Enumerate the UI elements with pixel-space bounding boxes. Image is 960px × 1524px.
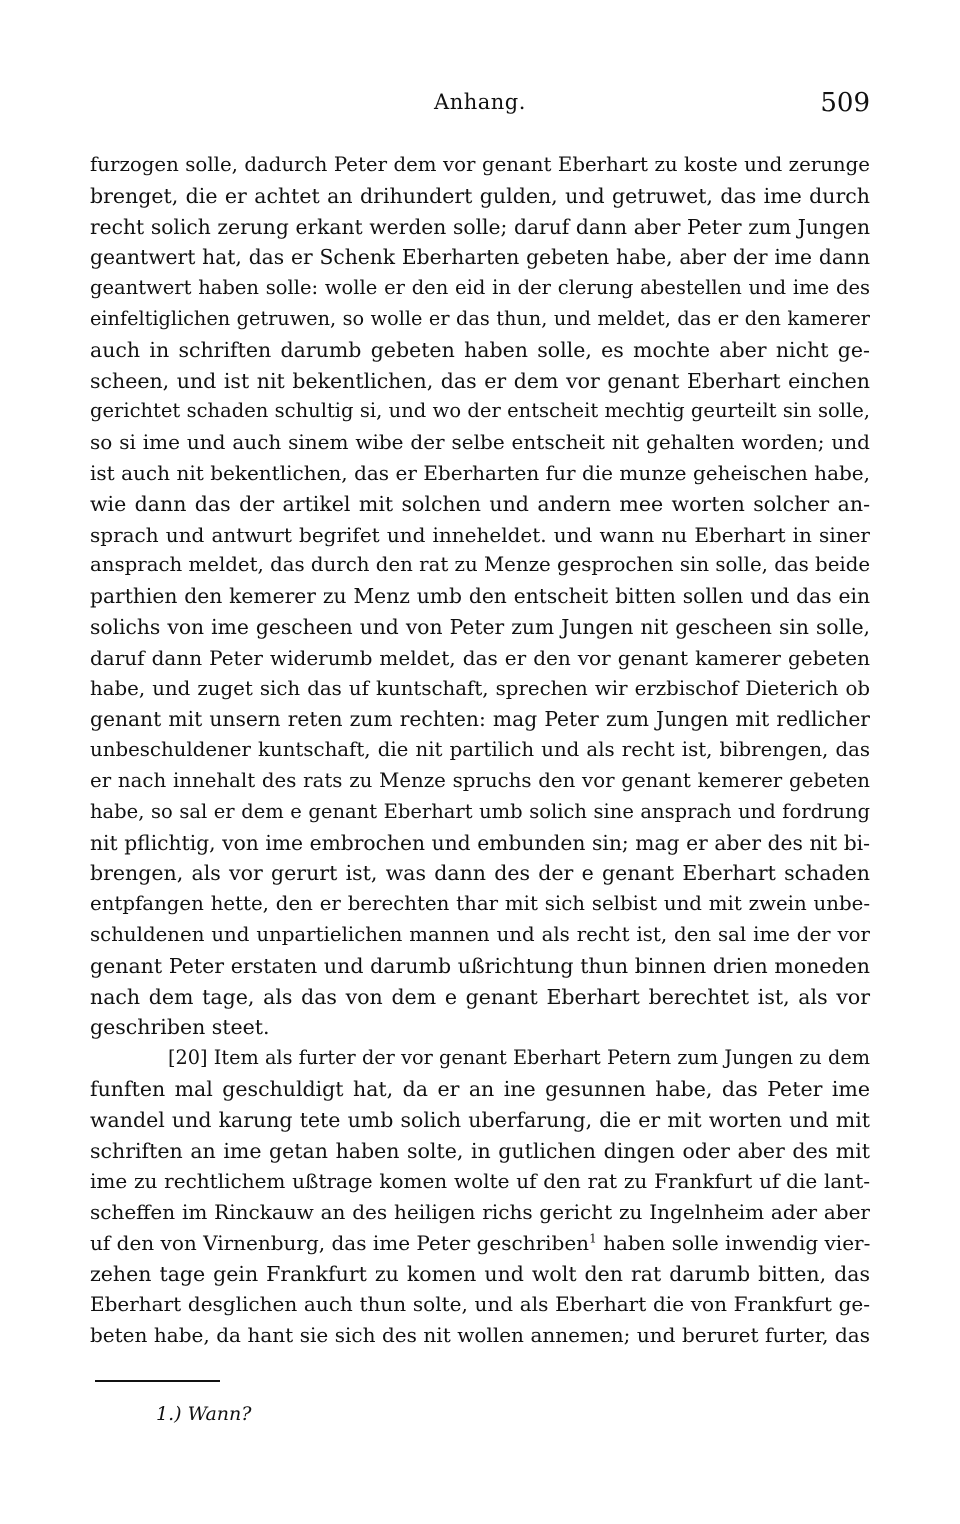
- text-line: sprach und antwurt begrifet und inneheldet. und wann nu Eberhart in siner: [90, 522, 870, 547]
- text-line: genant Peter erstaten und darumb ußrichtung thun binnen drien moneden: [90, 953, 870, 978]
- text-line: ansprach meldet, das durch den rat zu Menze gesprochen sin solle, das beide: [90, 553, 871, 577]
- text-line: so si ime und auch sinem wibe der selbe entscheit nit gehalten worden; und: [90, 430, 870, 455]
- paragraph-start-line: [20] Item als furter der vor genant Eberhart Petern zum Jungen zu dem: [168, 1046, 870, 1070]
- page-number: 509: [820, 88, 870, 118]
- text-segment: haben solle inwendig vier-: [603, 1230, 871, 1255]
- text-line: geantwert haben solle: wolle er den eid in der clerung abestellen und ime des: [90, 276, 870, 300]
- text-line: unbeschuldener kuntschaft, die nit partilich und als recht ist, bibrengen, das: [90, 738, 870, 762]
- footnote-marker: 1: [589, 1231, 597, 1246]
- text-line: scheen, und ist nit bekentlichen, das er dem vor genant Eberhart einchen: [90, 368, 870, 393]
- text-line: einfeltiglichen getruwen, so wolle er das thun, und meldet, das er den kamerer: [90, 306, 870, 330]
- text-line: auch in schriften darumb gebeten haben solle, es mochte aber nicht ge-: [90, 337, 870, 362]
- text-line: habe, und zuget sich das uf kuntschaft, sprechen wir erzbischof Dieterich ob: [90, 676, 870, 700]
- footnote-rule: [95, 1380, 220, 1382]
- text-line: beten habe, da hant sie sich des nit wollen annemen; und beruret furter, das: [90, 1323, 870, 1348]
- text-line: brenget, die er achtet an drihundert gulden, und getruwet, das ime durch: [90, 183, 870, 208]
- text-line: wandel und karung tete umb solich uberfarung, die er mit worten und mit: [90, 1107, 870, 1132]
- text-line: er nach innehalt des rats zu Menze spruchs den vor genant kemerer gebeten: [90, 768, 870, 792]
- text-line: Eberhart desglichen auch thun solte, und als Eberhart die von Frankfurt ge-: [90, 1292, 870, 1317]
- text-line: genant mit unsern reten zum rechten: mag Peter zum Jungen mit redlicher: [90, 707, 870, 732]
- text-line: daruf dann Peter widerumb meldet, das er den vor genant kamerer gebeten: [90, 645, 870, 670]
- text-segment: uf den von Virnenburg, das ime Peter geschriben: [90, 1230, 590, 1255]
- paragraph-end-line: geschriben steet.: [90, 1015, 270, 1040]
- body-text: [90, 150, 870, 1351]
- text-line: ist auch nit bekentlichen, das er Eberharten fur die munze geheischen habe,: [90, 460, 870, 485]
- text-line: furzogen solle, dadurch Peter dem vor genant Eberhart zu koste und zerunge: [90, 153, 870, 176]
- text-line: habe, so sal er dem e genant Eberhart umb solich sine ansprach und fordrung: [90, 799, 870, 823]
- text-line: schuldenen und unpartielichen mannen und als recht ist, den sal ime der vor: [90, 922, 870, 946]
- running-title: Anhang.: [434, 90, 526, 114]
- text-line: nach dem tage, als das von dem e genant Eberhart berechtet ist, als vor: [90, 984, 870, 1009]
- text-line: scheffen im Rinckauw an des heiligen richs gericht zu Ingelnheim ader aber: [90, 1200, 870, 1225]
- text-line: parthien den kemerer zu Menz umb den entscheit bitten sollen und das ein: [90, 584, 870, 609]
- text-line: zehen tage gein Frankfurt zu komen und wolt den rat darumb bitten, das: [90, 1261, 870, 1286]
- text-line: schriften an ime getan haben solte, in gutlichen dingen oder aber des mit: [90, 1138, 870, 1163]
- text-line: entpfangen hette, den er berechten thar mit sich selbist und mit zwein unbe-: [90, 892, 870, 916]
- text-line: recht solich zerung erkant werden solle; daruf dann aber Peter zum Jungen: [90, 214, 870, 239]
- text-line: gerichtet schaden schultig si, und wo der entscheit mechtig geurteilt sin solle,: [90, 399, 870, 423]
- text-line: solichs von ime gescheen und von Peter zum Jungen nit gescheen sin solle,: [90, 614, 870, 639]
- text-line: ime zu rechtlichem ußtrage komen wolte uf den rat zu Frankfurt uf die lant-: [90, 1169, 870, 1194]
- text-line: brengen, als vor gerurt ist, was dann des der e genant Eberhart schaden: [90, 861, 870, 886]
- page-header: [90, 90, 870, 130]
- text-line: geantwert hat, das er Schenk Eberharten gebeten habe, aber der ime dann: [90, 245, 870, 270]
- footnote: 1.) Wann?: [156, 1403, 252, 1425]
- text-line: nit pflichtig, von ime embrochen und embunden sin; mag er aber des nit bi-: [90, 830, 870, 855]
- text-line: wie dann das der artikel mit solchen und andern mee worten solcher an-: [90, 491, 870, 516]
- text-line-with-footnote: [90, 1228, 870, 1259]
- text-line: funften mal geschuldigt hat, da er an ine gesunnen habe, das Peter ime: [90, 1076, 870, 1101]
